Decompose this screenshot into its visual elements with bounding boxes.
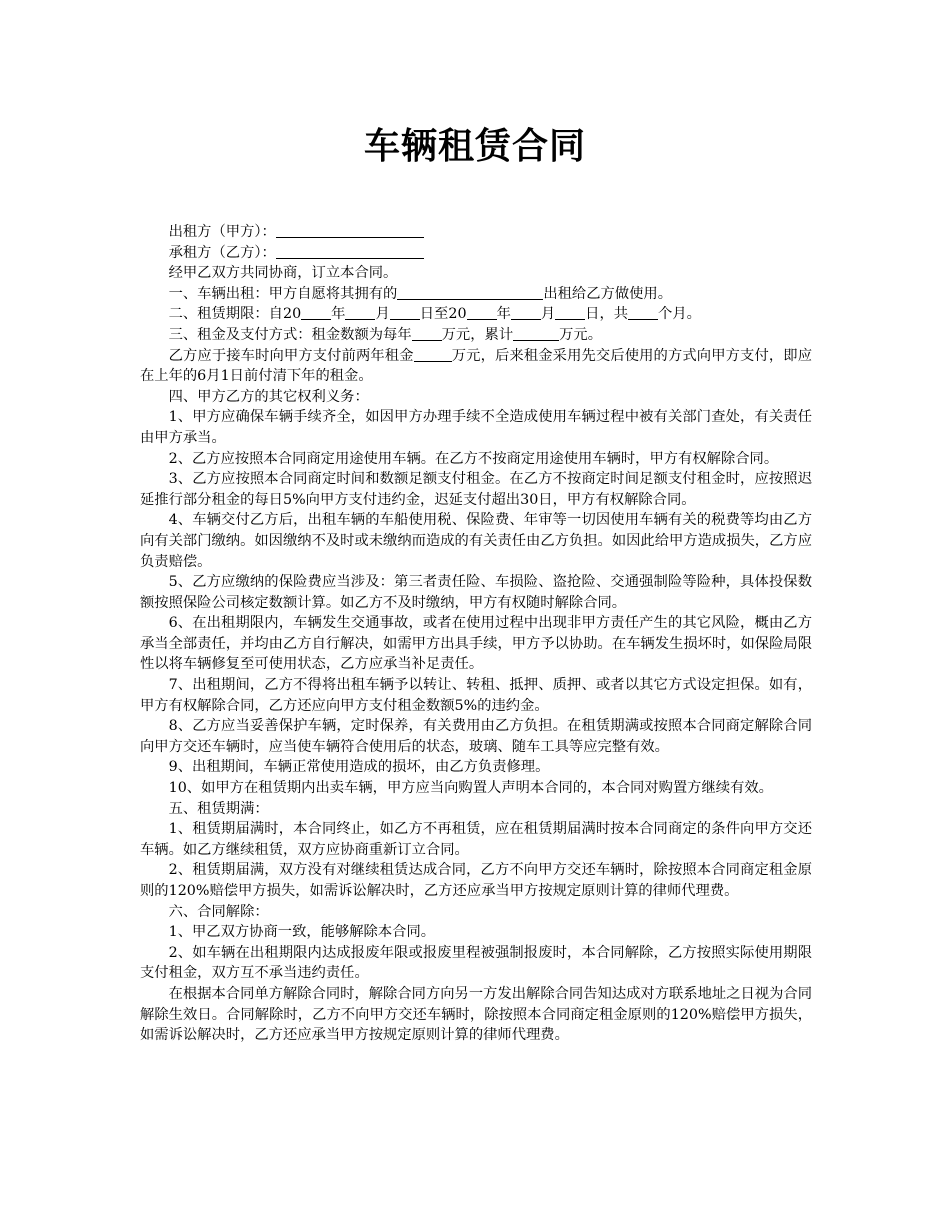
- blank: [628, 304, 658, 320]
- clause-4-item-9: 9、出租期间，车辆正常使用造成的损坏，由乙方负责修理。: [168, 759, 550, 776]
- text: 乙方应于接车时向甲方支付前两年租金: [168, 347, 414, 364]
- clause-5-item-1: 1、租赁期届满时，本合同终止，如乙方不再租赁，应在租赁期届满时按本合同商定的条件向甲方交还车辆。如乙方继续租赁，双方应协商重新订立合同。: [140, 821, 812, 858]
- clause-5-item-2: 2、租赁期届满，双方没有对继续租赁达成合同，乙方不向甲方交还车辆时，除按照本合同商定租金原则的120%赔偿甲方损失，如需诉讼解决时，乙方还应承当甲方按规定原则计算的律师代理费。: [140, 862, 812, 899]
- lessor-blank: [276, 222, 424, 238]
- clause-4-item-1: 1、甲方应确保车辆手续齐全，如因甲方办理手续不全造成使用车辆过程中被有关部门查处，有关责任由甲方承当。: [140, 409, 812, 446]
- clause-3: [140, 325, 812, 346]
- text: 日至20: [419, 306, 467, 323]
- lessor-line: [140, 222, 812, 243]
- text: 万元，累计: [441, 326, 514, 343]
- blank: [390, 304, 420, 320]
- clause-4-heading: 四、甲方乙方的其它权利义务：: [168, 388, 369, 405]
- clause-1-text: 一、车辆出租：甲方自愿将其拥有的: [168, 285, 398, 302]
- clause-3-payment: [140, 346, 812, 387]
- lessee-blank: [276, 243, 424, 259]
- clause-4-item-8: 8、乙方应当妥善保护车辆，定时保养，有关费用由乙方负担。在租赁期满或按照本合同商定解除合同向甲方交还车辆时，应当使车辆符合使用后的状态，玻璃、随车工具等应完整有效。: [140, 718, 812, 755]
- clause-4-item-6: 6、在出租期限内，车辆发生交通事故，或者在使用过程中出现非甲方责任产生的其它风险，概由乙方承当全部责任，并均由乙方自行解决，如需甲方出具手续，甲方予以协助。在车辆发生损坏时，如保险局限性以将车辆修复至可使用状态，乙方应承当补足责任。: [140, 615, 812, 673]
- clause-4-item-4: 4、车辆交付乙方后，出租车辆的车船使用税、保险费、年审等一切因使用车辆有关的税费等均由乙方向有关部门缴纳。如因缴纳不及时或未缴纳而造成的有关责任由乙方负担。如因此给甲方造成损失，乙方应负责赔偿。: [140, 512, 812, 570]
- clause-1-text-end: 出租给乙方做使用。: [543, 285, 673, 302]
- clause-4-item-10: 10、如甲方在租赁期内出卖车辆，甲方应当向购置人声明本合同的，本合同对购置方继续有效。: [168, 780, 773, 797]
- text: 万元。: [559, 326, 603, 343]
- text: 个月。: [658, 306, 701, 323]
- text: 日，共: [585, 306, 629, 323]
- clause-2: [140, 304, 812, 325]
- blank: [513, 325, 559, 341]
- text: 月: [375, 306, 390, 323]
- vehicle-blank: [397, 284, 543, 300]
- text: 万元，后来租金采用先交后使用的方式向甲方支付，即应在上年的6月1日前付清下年的租金。: [140, 347, 812, 385]
- text: 月: [540, 306, 556, 323]
- clause-1: [140, 284, 812, 305]
- text: 二、租赁期限：自20: [168, 306, 302, 323]
- document-body: [140, 222, 812, 1046]
- clause-4-item-5: 5、乙方应缴纳的保险费应当涉及：第三者责任险、车损险、盗抢险、交通强制险等险种，具体投保数额按照保险公司核定数额计算。如乙方不及时缴纳，甲方有权随时解除合同。: [140, 574, 812, 611]
- clause-4-item-2: 2、乙方应按照本合同商定用途使用车辆。在乙方不按商定用途使用车辆时，甲方有权解除合同。: [168, 450, 779, 467]
- clause-6-item-3: 在根据本合同单方解除合同时，解除合同方向另一方发出解除合同告知达成对方联系地址之日视为合同解除生效日。合同解除时，乙方不向甲方交还车辆时，除按照本合同商定租金原则的120%赔偿甲方损失，如需诉讼解决时，乙方还应承当甲方按规定原则计算的律师代理费。: [140, 985, 812, 1044]
- blank: [467, 304, 497, 320]
- lessee-label: 承租方（乙方）：: [168, 244, 276, 261]
- blank: [412, 325, 442, 341]
- blank: [511, 304, 541, 320]
- blank: [345, 304, 375, 320]
- lessor-label: 出租方（甲方）：: [168, 224, 276, 240]
- blank: [555, 304, 585, 320]
- clause-5-heading: 五、租赁期满：: [168, 800, 269, 817]
- blank: [301, 304, 331, 320]
- blank: [414, 346, 452, 362]
- lessee-line: [140, 243, 812, 264]
- text: 年: [496, 306, 511, 323]
- clause-6-item-1: 1、甲乙双方协商一致，能够解除本合同。: [168, 924, 436, 941]
- clause-4-item-3: 3、乙方应按照本合同商定时间和数额足额支付租金。在乙方不按商定时间足额支付租金时，应按照迟延推行部分租金的每日5%向甲方支付违约金，迟延支付超出30日，甲方有权解除合同。: [140, 471, 812, 508]
- clause-6-item-2: 2、如车辆在出租期限内达成报废年限或报废里程被强制报废时，本合同解除，乙方按照实际使用期限支付租金，双方互不承当违约责任。: [140, 944, 812, 982]
- clause-4-item-7: 7、出租期间，乙方不得将出租车辆予以转让、转租、抵押、质押、或者以其它方式设定担保。如有，甲方有权解除合同，乙方还应向甲方支付租金数额5%的违约金。: [140, 677, 812, 714]
- text: 年: [331, 306, 346, 323]
- paragraph-intro: 经甲乙双方共同协商，订立本合同。: [168, 265, 398, 282]
- document-title: 车辆租赁合同: [363, 125, 586, 167]
- text: 三、租金及支付方式：租金数额为每年: [168, 326, 412, 343]
- clause-6-heading: 六、合同解除：: [168, 903, 269, 920]
